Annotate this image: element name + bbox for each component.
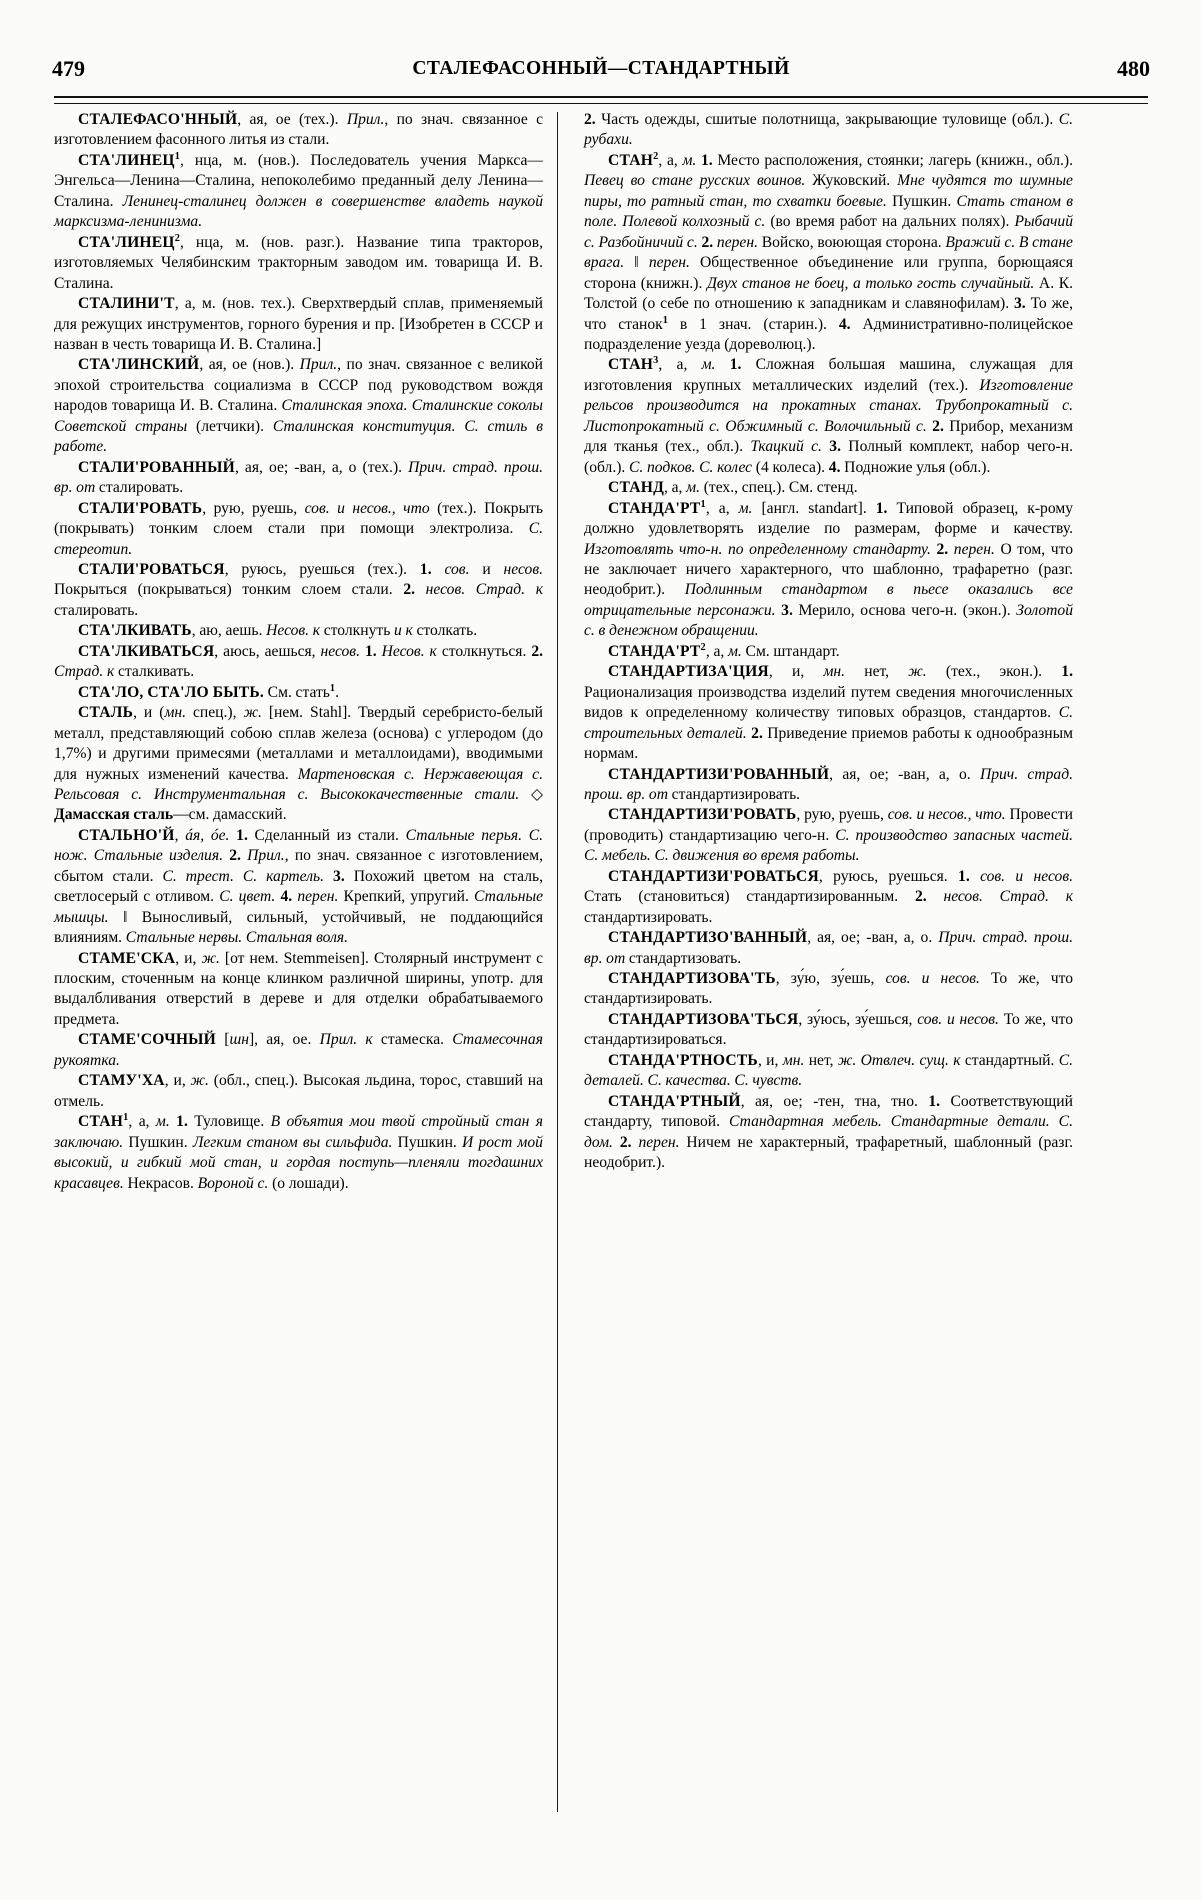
dictionary-entry: СТАНДАРТИЗИ'РОВАТЬСЯ, руюсь, руешься. 1. сов. и несов. Стать (становиться) стандартизированным. 2. несов. Страд. к стандартизировать. bbox=[584, 867, 1073, 926]
dictionary-entry: СТАНДАРТИЗИ'РОВАТЬ, рую, руешь, сов. и несов., что. Провести (проводить) стандартизацию чего-н. С. производство запасных частей. С. мебель. С. движения во время работы. bbox=[584, 806, 1074, 865]
dictionary-entry: СТАЛЬНО'Й, áя, óе. 1. Сделанный из стали. Стальные перья. С. нож. Стальные изделия. 2. Прил., по знач. связанное с изготовлением, сбытом стали. С. трест. С. картель. 3. Похожий цветом на сталь, светлосерый с отливом. С. цвет. 4. перен. Крепкий, упругий. Стальные мышцы. ‖ Выносливый, сильный, устойчивый, не поддающийся влияниям. Стальные нервы. Стальная воля. bbox=[54, 826, 543, 947]
dictionary-entry: СТАНДАРТИЗО'ВАННЫЙ, ая, ое; -ван, а, о. Прич. страд. прош. вр. от стандартизовать. bbox=[584, 929, 1073, 967]
column-left bbox=[54, 110, 557, 1870]
dictionary-entry: $СТАНДА'РТ^2$, а, м. См. штандарт. bbox=[608, 641, 840, 660]
dictionary-entry: СТАНДАРТИЗИ'РОВАННЫЙ, ая, ое; -ван, а, о. Прич. страд. прош. вр. от стандартизировать. bbox=[584, 765, 1073, 803]
dictionary-entry: СТАЛИ'РОВАТЬСЯ, руюсь, руешься (тех.). 1. сов. и несов. Покрыться (покрываться) тонким слоем стали. 2. несов. Страд. к сталировать. bbox=[54, 560, 543, 619]
dictionary-entry: СТАН$^2$, а, м. 1. Место расположения, стоянки; лагерь (книжн., обл.). Певец во стане русских воинов. Жуковский. Мне чудятся то шумные пиры, то ратный стан, то схватки боевые. Пушкин. Стать станом в поле. Полевой колхозный с. (во время работ на дальних полях). Рыбачий с. Разбойничий с. 2. перен. Войско, воюющая сторона. Вражий с. В стане врага. ‖ перен. Общественное объединение или группа, борющаяся сторона (книжн.). Двух станов не боец, а только гость случайный. А. К. Толстой (о себе по отношению к западникам и славянофилам). 3. То же, что станок$^1$ в 1 знач. (старин.). 4. Административно-полицейское подразделение уезда (дореволюц.). bbox=[584, 150, 1074, 353]
dictionary-entry: СТАНДА'РТНЫЙ, ая, ое; -тен, тна, тно. 1. Соответствующий стандарту, типовой. Стандартная мебель. Стандартные детали. С. дом. 2. перен. Ничем не характерный, трафаретный, шаблонный (разг. неодобрит.). bbox=[584, 1092, 1074, 1172]
dictionary-entry: СТАМУ'ХА, и, ж. (обл., спец.). Высокая льдина, торос, ставший на отмель. bbox=[54, 1072, 543, 1110]
dictionary-entry: СТАНДАРТИЗА'ЦИЯ, и, мн. нет, ж. (тех., экон.). 1. Рационализация производства изделий путем сведения многочисленных видов к определенному количеству типовых образцов, стандартов. С. строительных деталей. 2. Приведение приемов работы к однообразным нормам. bbox=[584, 663, 1073, 763]
dictionary-entry: СТАЛИНИ'Т, а, м. (нов. тех.). Сверхтвердый сплав, применяемый для режущих инструментов, горного бурения и пр. [Изобретен в СССР и назван в честь товарища И. В. Сталина.] bbox=[54, 295, 543, 353]
dictionary-entry: СТА'ЛИНЕЦ$^2$, нца, м. (нов. разг.). Название типа тракторов, изготовляемых Челябинским тракторным заводом им. товарища И. В. Сталина. bbox=[54, 232, 543, 292]
header-rule-thin bbox=[54, 103, 1148, 104]
dictionary-entry: СТАНДАРТИЗОВА'ТЬСЯ, зу́юсь, зу́ешься, сов. и несов. То же, что стандартизироваться. bbox=[584, 1010, 1074, 1049]
header-rule-thick bbox=[54, 96, 1148, 98]
dictionary-entry: СТА'ЛКИВАТЬСЯ, аюсь, аешься, несов. 1. Несов. к столкнуться. 2. Страд. к сталкивать. bbox=[54, 642, 544, 681]
running-head-title: СТАЛЕФАСОННЫЙ—СТАНДАРТНЫЙ bbox=[412, 58, 790, 79]
text-columns bbox=[54, 110, 1148, 1870]
dictionary-entry: СТАМЕ'СОЧНЫЙ [шн], ая, ое. Прил. к стамеска. Стамесочная рукоятка. bbox=[54, 1031, 543, 1069]
dictionary-entry: $СТАНДА'РТ^1$, а, м. [англ. standart]. 1. Типовой образец, к-рому должно удовлетворять изделие по размерам, форме и качеству. Изготовлять что-н. по определенному стандарту. 2. перен. О том, что не заключает ничего характерного, что шаблонно, трафаретно (разг. неодобрит.). Подлинным стандартом в пьесе оказались все отрицательные персонажи. 3. Мерило, основа чего-н. (экон.). Золотой с. в денежном обращении. bbox=[584, 498, 1074, 640]
dictionary-entry: СТА'ЛИНСКИЙ, ая, ое (нов.). Прил., по знач. связанное с великой эпохой строительства социализма в СССР под руководством вождя народов товарища И. В. Сталина. Сталинская эпоха. Сталинские соколы Советской страны (летчики). Сталинская конституция. С. стиль в работе. bbox=[54, 356, 544, 456]
dictionary-entry: СТАНДА'РТНОСТЬ, и, мн. нет, ж. Отвлеч. сущ. к стандартный. С. деталей. С. качества. С. чувств. bbox=[584, 1051, 1074, 1090]
dictionary-entry: СТАЛИ'РОВАТЬ, рую, руешь, сов. и несов., что (тех.). Покрыть (покрывать) тонким слоем стали при помощи электролиза. С. стереотип. bbox=[54, 499, 543, 558]
dictionary-entry: СТАЛЕФАСО'ННЫЙ, ая, ое (тех.). Прил., по знач. связанное с изготовлением фасонного литья из стали. bbox=[54, 111, 544, 149]
dictionary-entry: СТАНД, а, м. (тех., спец.). См. стенд. bbox=[608, 479, 858, 497]
dictionary-entry: СТАМЕ'СКА, и, ж. [от нем. Stemmeisen]. Столярный инструмент с плоским, сточенным на конце клинком различной ширины, употр. для выдалбливания отверстий в дереве и для отделки обрабатываемого предмета. bbox=[54, 949, 543, 1028]
column-right bbox=[558, 110, 1073, 1870]
dictionary-entry: СТАН$^3$, а, м. 1. Сложная большая машина, служащая для изготовления крупных металлических изделий (тех.). Изготовление рельсов производится на прокатных станах. Трубопрокатный с. Листопрокатный с. Обжимный с. Волочильный с. 2. Прибор, механизм для тканья (тех., обл.). Ткацкий с. 3. Полный комплект, набор чего-н. (обл.). С. подков. С. колес (4 колеса). 4. Подножие улья (обл.). bbox=[584, 355, 1074, 476]
dictionary-entry: СТА'ЛИНЕЦ$^1$, нца, м. (нов.). Последователь учения Маркса—Энгельса—Ленина—Сталина, непоколебимо преданный делу Ленина—Сталина. Ленинец-сталинец должен в совершенстве владеть наукой марксизма-ленинизма. bbox=[54, 150, 543, 231]
entry-continuation: 2. Часть одежды, сшитые полотнища, закрывающие туловище (обл.). С. рубахи. bbox=[584, 111, 1073, 149]
folio-right: 480 bbox=[1117, 56, 1150, 81]
dictionary-entry: СТАЛЬ, и (мн. спец.), ж. [нем. Stahl]. Твердый серебристо-белый металл, представляющий собою сплав железа (основа) с углеродом (до 1,7%) и другими примесями (металлами и металлоидами), вводимыми для нужных изменений качества. Мартеновская с. Нержавеющая с. Рельсовая с. Инструментальная с. Высококачественные стали. ◇ Дамасская сталь—см. дамасский. bbox=[54, 704, 544, 824]
dictionary-entry: СТАН$^1$, а, м. 1. Туловище. В объятия мои твой стройный стан я заключаю. Пушкин. Легким станом вы сильфида. Пушкин. И рост мой высокий, и гибкий мой стан, и гордая поступь—пленяли тогдашних красавцев. Некрасов. Вороной с. (о лошади). bbox=[54, 1112, 543, 1192]
dictionary-entry: СТА'ЛКИВАТЬ, аю, аешь. Несов. к столкнуть и к столкать. bbox=[78, 622, 478, 640]
dictionary-entry: СТАЛИ'РОВАННЫЙ, ая, ое; -ван, а, о (тех.). Прич. страд. прош. вр. от сталировать. bbox=[54, 458, 543, 497]
dictionary-entry: СТА'ЛО, СТА'ЛО БЫТЬ. См. стать$^1$. bbox=[78, 682, 339, 701]
folio-left: 479 bbox=[52, 56, 85, 81]
dictionary-entry: СТАНДАРТИЗОВА'ТЬ, зу́ю, зу́ешь, сов. и несов. То же, что стандартизировать. bbox=[584, 970, 1073, 1008]
running-head bbox=[52, 52, 1150, 86]
